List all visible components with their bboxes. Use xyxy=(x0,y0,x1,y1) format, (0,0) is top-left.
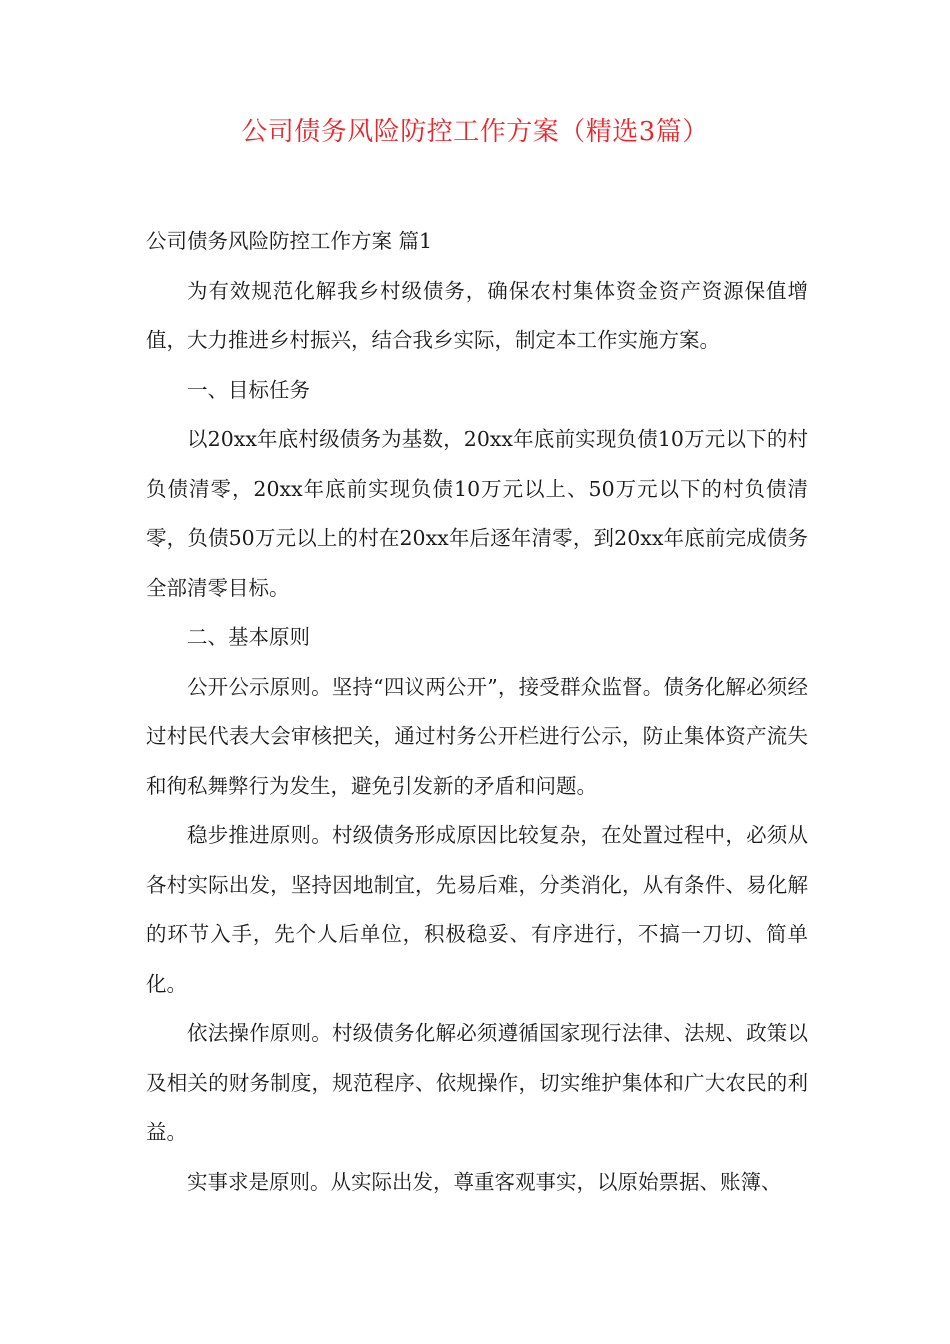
paragraph-goals: 以20xx年底村级债务为基数，20xx年底前实现负债10万元以下的村负债清零，20xx年底前实现负债10万元以上、50万元以下的村负债清零，负债50万元以上的村在20xx年后逐年清零，到20xx年底前完成债务全部清零目标。 xyxy=(146,427,808,600)
section-heading: 公司债务风险防控工作方案 篇1 xyxy=(146,229,433,253)
paragraph-principle-steady: 稳步推进原则。村级债务形成原因比较复杂，在处置过程中，必须从各村实际出发，坚持因地制宜，先易后难，分类消化，从有条件、易化解的环节入手，先个人后单位，积极稳妥、有序进行，不搞一刀切、简单化。 xyxy=(146,823,808,996)
heading-principles: 二、基本原则 xyxy=(187,625,310,649)
heading-goals: 一、目标任务 xyxy=(187,377,310,402)
document-body xyxy=(146,217,808,1207)
paragraph-principle-factual: 实事求是原则。从实际出发，尊重客观事实，以原始票据、账簿、 xyxy=(187,1169,782,1194)
paragraph-principle-legal: 依法操作原则。村级债务化解必须遵循国家现行法律、法规、政策以及相关的财务制度，规范程序、依规操作，切实维护集体和广大农民的利益。 xyxy=(146,1021,808,1144)
document-title: 公司债务风险防控工作方案（精选3篇） xyxy=(241,117,709,147)
paragraph-principle-public: 公开公示原则。坚持“四议两公开”，接受群众监督。债务化解必须经过村民代表大会审核把关，通过村务公开栏进行公示，防止集体资产流失和徇私舞弊行为发生，避免引发新的矛盾和问题。 xyxy=(146,674,808,798)
paragraph-intro: 为有效规范化解我乡村级债务，确保农村集体资金资产资源保值增值，大力推进乡村振兴，结合我乡实际，制定本工作实施方案。 xyxy=(146,278,808,352)
